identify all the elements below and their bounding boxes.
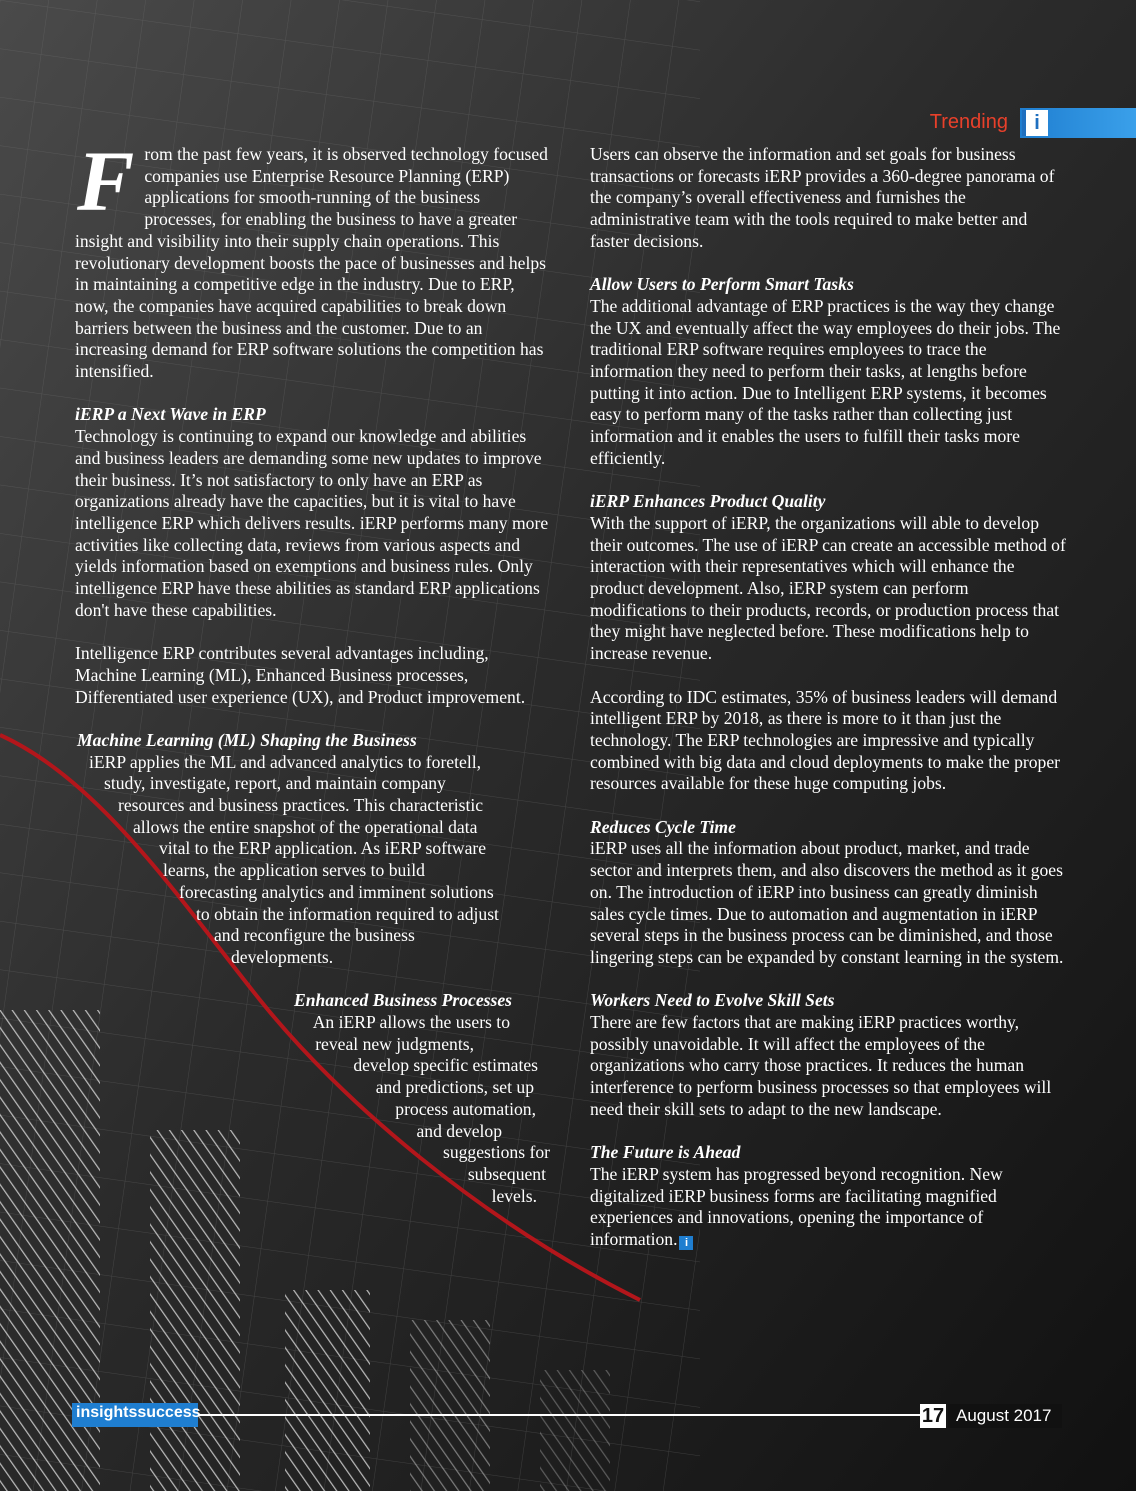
magazine-logo-icon: i bbox=[1022, 110, 1048, 136]
heading-skill-sets: Workers Need to Evolve Skill Sets bbox=[590, 990, 835, 1011]
paragraph-product-quality: With the support of iERP, the organizations will able to develop their outcomes. The use of iERP can create an accessible method of interaction with their representatives which will enhance the product development. Also, iERP system can perform modifications to their products, records, or production process that they might have neglected before. These modifications help to increase revenue. bbox=[590, 512, 1066, 664]
paragraph-cycle-time: iERP uses all the information about product, market, and trade sector and interprets them, and also discovers the method as it goes on. The introduction of iERP into business can greatly diminish sales cycle times. Due to automation and augmentation in iERP several steps in the business process can be diminished, and those lingering steps can be expanded by constant learning in the system. bbox=[590, 838, 1064, 967]
heading-enhanced-processes: Enhanced Business Processes bbox=[294, 990, 512, 1011]
paragraph-future: The iERP system has progressed beyond recognition. New digitalized iERP business forms are facilitating magnified experiences and innovations, opening the importance of information. i bbox=[590, 1163, 1003, 1250]
right-column bbox=[590, 144, 1068, 1272]
section-label: Trending bbox=[929, 111, 1008, 133]
left-column bbox=[75, 133, 550, 1207]
heading-product-quality: iERP Enhances Product Quality bbox=[590, 491, 826, 512]
paragraph-observe: Users can observe the information and set goals for business transactions or forecasts iERP provides a 360-degree panorama of the company’s overall effectiveness and furnishes the administrative team with the tools required to make better and faster decisions. bbox=[590, 144, 1055, 251]
page-number: 17 bbox=[921, 1405, 945, 1427]
paragraph-idc: According to IDC estimates, 35% of business leaders will demand intelligent ERP by 2018, as there is more to it than just the technology. The ERP technologies are impressive and typically combined with big data and cloud deployments to make the proper resources available for these huge computing jobs. bbox=[590, 686, 1061, 794]
paragraph-machine-learning: iERP applies the ML and advanced analytics to foretell, study, investigate, report, and maintain company resources and business practices. This characteristic allows the entire snapshot of the operational data vital to the ERP application. As iERP software learns, the application serves to build forecasting analytics and imminent solutions to obtain the information required to adjust and reconfigure the business developments. bbox=[89, 751, 499, 967]
intro-paragraph: From the past few years, it is observed technology focused companies use Enterprise Resource Planning (ERP) applications for smooth-running of the business processes, for enabling the business to have a greater insight and visibility into their supply chain operations. This revolutionary development boosts the pace of businesses and helps in maintaining a competitive edge in the industry. Due to ERP, now, the companies have acquired capabilities to break down barriers between the business and the customer. Due to an increasing demand for ERP software solutions the competition has intensified. bbox=[75, 133, 548, 382]
heading-smart-tasks: Allow Users to Perform Smart Tasks bbox=[590, 274, 854, 295]
brand-logo: insightssuccess bbox=[72, 1403, 198, 1427]
dropcap: F bbox=[77, 133, 135, 229]
heading-next-wave: iERP a Next Wave in ERP bbox=[75, 404, 266, 425]
heading-cycle-time: Reduces Cycle Time bbox=[590, 816, 736, 837]
heading-future: The Future is Ahead bbox=[590, 1142, 741, 1163]
paragraph-smart-tasks: The additional advantage of ERP practices is the way they change the UX and eventually affect the way employees do their jobs. The traditional ERP software requires employees to trace the information they need to perform their tasks, at lengths before putting it into action. Due to Intelligent ERP systems, it becomes easy to perform many of the tasks rather than collecting just information and it enables the users to fulfill their tasks more efficiently. bbox=[590, 295, 1061, 468]
footer-rule bbox=[198, 1414, 920, 1416]
heading-machine-learning: Machine Learning (ML) Shaping the Business bbox=[77, 729, 417, 750]
paragraph-next-wave: Technology is continuing to expand our knowledge and abilities and business leaders are demanding some new updates to improve their business. It’s not satisfactory to only have an ERP as organizations already have the capacities, but it is vital to have intelligence ERP which delivers results. iERP performs many more activities like collecting data, reviews from various aspects and yields information based on exemptions and business rules. Only intelligence ERP have these abilities as standard ERP applications don't have these capabilities. bbox=[75, 426, 549, 620]
issue-date: August 2017 bbox=[948, 1404, 1062, 1428]
paragraph-skill-sets: There are few factors that are making iERP practices worthy, possibly unavoidable. It will affect the employees of the organizations who carry those practices. It reduces the human interference to perform business processes so that employees will need their skill sets to adapt to the new landscape. bbox=[590, 1012, 1052, 1119]
end-mark-icon: i bbox=[679, 1236, 693, 1250]
enhanced-processes-block: Enhanced Business Processes An iERP allows the users to reveal new judgments, develop specific estimates and predictions, set up process automation, and develop suggestions for subsequent levels. bbox=[75, 990, 538, 1207]
paragraph-advantages: Intelligence ERP contributes several advantages including, Machine Learning (ML), Enhanced Business processes, Differentiated user experience (UX), and Product improvement. bbox=[75, 643, 526, 707]
